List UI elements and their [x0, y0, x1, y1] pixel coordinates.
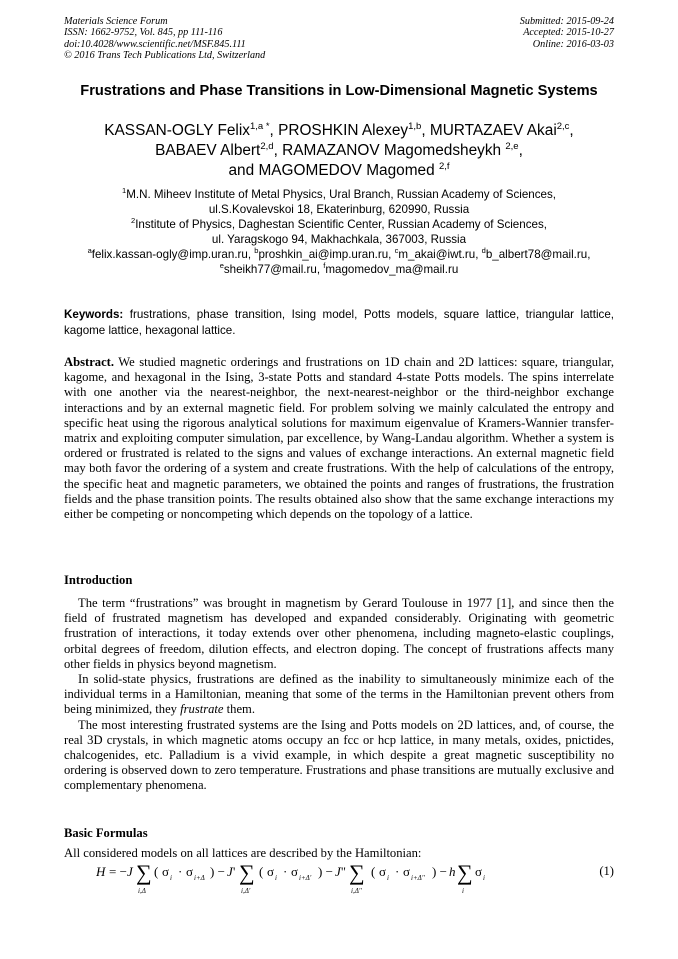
- affil-2-line-1: Institute of Physics, Daghestan Scientific Center, Russian Academy of Sciences,: [135, 218, 547, 231]
- introduction-body: [64, 596, 614, 794]
- author-name: PROSHKIN Alexey: [278, 122, 409, 139]
- email-sup: d: [481, 246, 486, 256]
- svg-text:h: h: [449, 864, 456, 879]
- journal-issn: ISSN: 1662-9752, Vol. 845, pp 111-116: [64, 27, 223, 39]
- svg-text:i: i: [462, 887, 464, 895]
- authors-and: and: [228, 162, 255, 179]
- keywords: [64, 307, 614, 338]
- svg-text:(: (: [259, 864, 264, 879]
- email-link[interactable]: magomedov_ma@mail.ru: [325, 263, 459, 276]
- affil-1-line-2: ul.S.Kovalevskoi 18, Ekaterinburg, 620990, Russia: [208, 203, 470, 216]
- svg-text:J: J: [227, 864, 233, 879]
- svg-text:σ: σ: [403, 864, 411, 879]
- intro-paragraph-2: [64, 672, 614, 718]
- svg-text:σ: σ: [162, 864, 170, 879]
- svg-text:·: ·: [283, 864, 288, 879]
- svg-text:J: J: [335, 864, 341, 879]
- abstract-text: We studied magnetic orderings and frustrations on 1D chain and 2D lattices: square, triangular, kagome, and hexagonal in the Ising, 3-state Potts and standard 4-state Potts models. The spins interrelate with one another via the nearest-neighbor, the next-nearest-neighbor or the third-neighbor exchange interactions and by an external magnetic field. For problem solving we mainly calculated the entropy and specific heat using the rigorous analytical solutions for maximum eigenvalue of Kramers-Wannier transfer-matrix and exploiting computer simulation, par excellence, by Wang-Landau algorithm. Whether a system is ordered or frustrated is related to the signs and values of exchange interactions. An external magnetic field may both favor the ordering of a system and create frustrations. With the help of calculations of the entropy, the specific heat and magnetic parameters, we obtained the points and ranges of frustrations, the frustration fields and the phase transition points. The results obtained also show that the same exchange interactions my either be competing or noncompeting which depends on the topology of a lattice.: [64, 355, 615, 522]
- journal-header: [64, 16, 265, 62]
- accepted-date: Accepted: 2015-10-27: [523, 27, 614, 39]
- email-sup: b: [254, 246, 259, 256]
- author-sup: 2,c: [556, 120, 570, 132]
- svg-text:i: i: [170, 874, 172, 882]
- affil-sup: 1: [122, 186, 127, 196]
- hamiltonian-equation: [96, 862, 616, 902]
- svg-text:∑: ∑: [349, 862, 365, 885]
- email-sup: c: [394, 246, 399, 256]
- keywords-label: Keywords:: [64, 308, 124, 321]
- email-link[interactable]: b_albert78@mail.ru: [485, 248, 588, 261]
- intro-p2-emphasis: frustrate: [180, 702, 224, 717]
- svg-text:': ': [233, 864, 236, 879]
- affiliations: [64, 187, 614, 277]
- journal-copyright: © 2016 Trans Tech Publications Ltd, Switzerland: [64, 50, 266, 62]
- intro-p2-end: them.: [226, 702, 256, 717]
- intro-paragraph-1: The term “frustrations” was brought in magnetism by Gerard Toulouse in 1977 [1], and since then the field of frustrated magnetism has developed and expanded considerably. Originating with geometric frustration of interactions, it today extends over other phenomena, including magneto-elastic couplings, orbital degrees of freedom, dilution effects, and electron doping. The concept of frustrations affects many other fields in physics beyond magnetism.: [64, 596, 614, 671]
- svg-text:σ: σ: [379, 864, 387, 879]
- svg-text:σ: σ: [475, 864, 483, 879]
- author-name: RAMAZANOV Magomedsheykh: [282, 142, 502, 159]
- svg-text:·: ·: [178, 864, 183, 879]
- journal-doi: doi:10.4028/www.scientific.net/MSF.845.111: [64, 38, 246, 50]
- email-link[interactable]: felix.kassan-ogly@imp.uran.ru: [91, 248, 248, 261]
- svg-text:·: ·: [395, 864, 400, 879]
- email-line-1: $^a$felix.kassan-ogly@imp.uran.ru, $^b$proshkin_ai@imp.uran.ru, $^c$m_akai@iwt.ru, $^d$b_albert78@mail.ru,: [87, 246, 591, 261]
- svg-text:) −: ) −: [318, 864, 333, 879]
- svg-text:i: i: [275, 874, 277, 882]
- svg-text:σ: σ: [186, 864, 194, 879]
- svg-text:i,Δ': i,Δ': [241, 887, 251, 895]
- affil-2-line-2: ul. Yaragskogo 94, Makhachkala, 367003, Russia: [211, 233, 467, 246]
- svg-text:i,Δ: i,Δ: [138, 887, 146, 895]
- svg-text:= −: = −: [109, 864, 127, 879]
- affil-1-line-1: M.N. Miheev Institute of Metal Physics, Ural Branch, Russian Academy of Sciences,: [126, 188, 556, 201]
- author-sup: 2,f: [438, 160, 450, 172]
- basic-formulas-text: All considered models on all lattices are described by the Hamiltonian:: [64, 846, 422, 860]
- keywords-text: frustrations, phase transition, Ising model, Potts models, square lattice, triangular lattice, kagome lattice, hexagonal lattice.: [64, 308, 614, 337]
- svg-text:i+Δ: i+Δ: [194, 874, 205, 882]
- svg-text:σ: σ: [291, 864, 299, 879]
- abstract: [64, 355, 614, 522]
- email-link[interactable]: sheikh77@mail.ru: [223, 263, 317, 276]
- svg-text:H: H: [96, 864, 106, 879]
- svg-text:'': '': [341, 864, 346, 879]
- author-name: BABAEV Albert: [155, 142, 261, 159]
- introduction-heading: Introduction: [64, 573, 133, 587]
- author-name: MAGOMEDOV Magomed: [258, 162, 435, 179]
- svg-text:∑: ∑: [136, 862, 152, 885]
- equation-number: (1): [599, 864, 614, 878]
- online-date: Online: 2016-03-03: [532, 38, 614, 50]
- svg-text:i,Δ'': i,Δ'': [351, 887, 362, 895]
- email-sup: e: [219, 261, 224, 271]
- svg-text:i+Δ': i+Δ': [299, 874, 312, 882]
- journal-name: Materials Science Forum: [64, 16, 168, 27]
- svg-text:i: i: [387, 874, 389, 882]
- svg-text:i: i: [483, 874, 485, 882]
- submitted-date: Submitted: 2015-09-24: [519, 16, 614, 27]
- svg-text:(: (: [371, 864, 376, 879]
- svg-text:σ: σ: [267, 864, 275, 879]
- svg-text:∑: ∑: [239, 862, 255, 885]
- email-sup: a: [87, 246, 92, 256]
- author-name: KASSAN-OGLY Felix: [104, 122, 250, 139]
- author-name: MURTAZAEV Akai: [429, 122, 557, 139]
- intro-paragraph-3: The most interesting frustrated systems are the Ising and Potts models on 2D lattices, and, of course, the real 3D crystals, in which magnetic atoms occupy an fcc or hcp lattice, in many metals, oxides, pnictides, chalcogenides, etc. Palladium is a vivid example, in which despite a great magnetic susceptibility no ordering is observed down to zero temperature. Frustrations and phase transitions are mutually exclusive and complementary phenomena.: [64, 717, 614, 793]
- email-sup: f: [323, 261, 326, 271]
- author-sup: 2,e: [505, 140, 519, 152]
- svg-text:∑: ∑: [457, 862, 473, 885]
- affil-sup: 2: [131, 216, 136, 226]
- svg-text:J: J: [127, 864, 133, 879]
- svg-text:(: (: [154, 864, 159, 879]
- svg-text:i+Δ'': i+Δ'': [411, 874, 425, 882]
- intro-p2-text: In solid-state physics, frustrations are defined as the inability to simultaneously minimize each of the individual terms in a Hamiltonian, meaning that some of the terms in the Hamiltonian prevent others from being minimized, they: [64, 672, 614, 717]
- email-line-2: $^e$sheikh77@mail.ru, $^f$magomedov_ma@mail.ru: [219, 261, 459, 276]
- author-list: KASSAN-OGLY Felix$^{1,a *}$, PROSHKIN Alexey$^{1,b}$, MURTAZAEV Akai$^{2,c}$, BABAEV Albert$^{2,d}$, RAMAZANOV Magomedsheykh $^{2,e}$, and MAGOMEDOV Magomed $^{2,f}$: [104, 120, 574, 179]
- author-sup: 1,b: [408, 120, 422, 132]
- basic-formulas-heading: Basic Formulas: [64, 826, 148, 840]
- dates-header: [520, 16, 614, 50]
- email-link[interactable]: proshkin_ai@imp.uran.ru: [258, 248, 389, 261]
- email-link[interactable]: m_akai@iwt.ru: [398, 248, 476, 261]
- author-sup: 1,a *: [249, 120, 270, 132]
- abstract-label: Abstract.: [64, 355, 115, 369]
- author-sup: 2,d: [260, 140, 274, 152]
- paper-title: Frustrations and Phase Transitions in Low-Dimensional Magnetic Systems: [80, 83, 598, 99]
- svg-text:) −: ) −: [210, 864, 225, 879]
- svg-text:) −: ) −: [432, 864, 447, 879]
